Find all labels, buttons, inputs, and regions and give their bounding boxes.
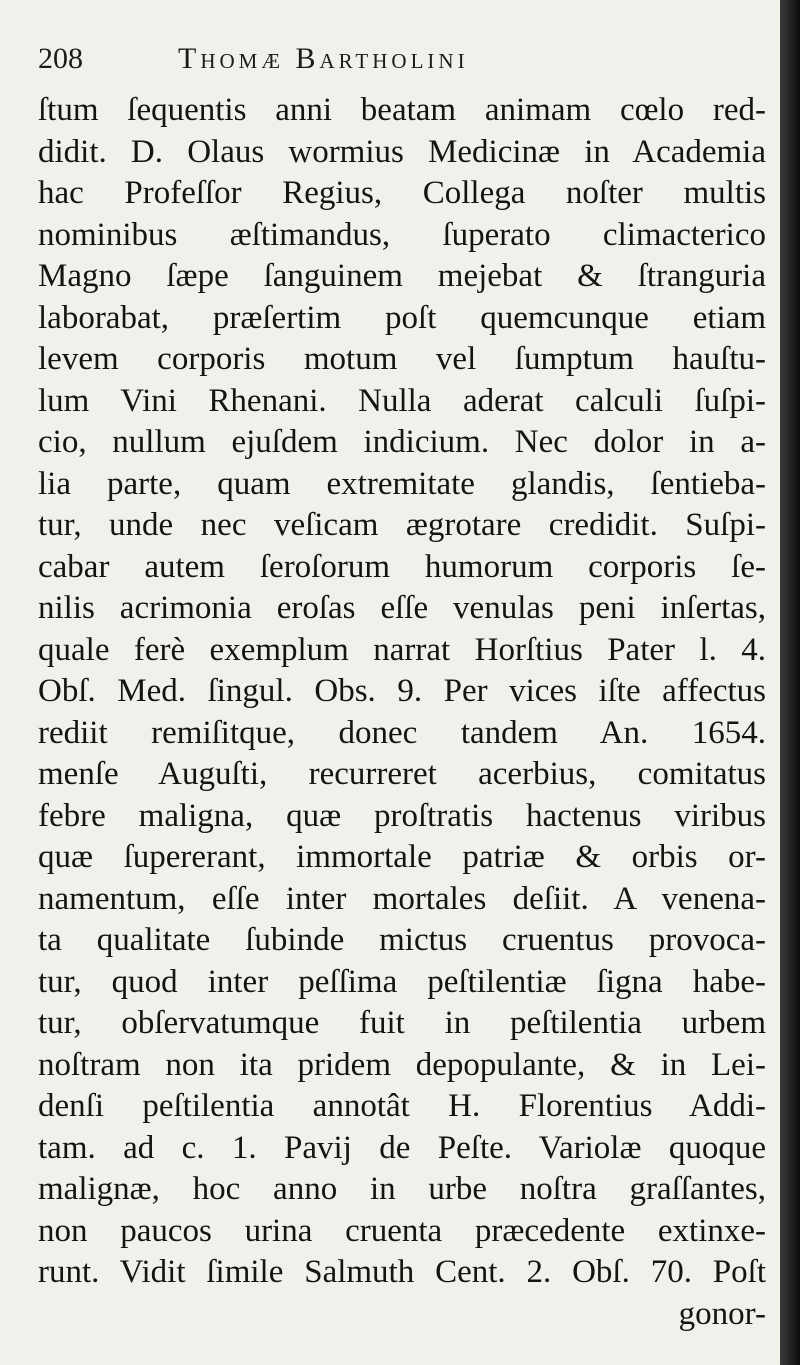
text-line: non paucos urina cruenta præcedente extinxe- <box>38 1212 766 1249</box>
text-line: quale ferè exemplum narrat Horſtius Pater l. 4. <box>38 631 766 668</box>
body-text <box>38 90 766 1335</box>
text-line: cabar autem ſeroſorum humorum corporis ſe- <box>38 548 766 585</box>
text-line: tam. ad c. 1. Pavij de Peſte. Variolæ quoque <box>38 1129 766 1166</box>
text-line: levem corporis motum vel ſumptum hauſtu- <box>38 341 766 377</box>
text-line: laborabat, præſertim poſt quemcunque etiam <box>38 299 766 336</box>
text-line: tur, quod inter peſſima peſtilentiæ ſigna habe- <box>38 963 766 1000</box>
text-line: menſe Auguſti, recurreret acerbius, comitatus <box>38 756 766 792</box>
text-line: denſi peſtilentia annotât H. Florentius Addi- <box>38 1088 766 1124</box>
page-header <box>38 38 738 88</box>
text-line: tur, unde nec veſicam ægrotare credidit. Suſpi- <box>38 507 766 543</box>
text-line: rediit remiſitque, donec tandem An. 1654. <box>38 714 766 751</box>
text-line: tur, obſervatumque fuit in peſtilentia urbem <box>38 1005 766 1041</box>
catchword: gonor- <box>678 1295 766 1332</box>
text-line: namentum, eſſe inter mortales deſiit. A venena- <box>38 880 766 917</box>
text-line: runt. Vidit ſimile Salmuth Cent. 2. Obſ. 70. Poſt <box>38 1254 766 1290</box>
text-line: ſtum ſequentis anni beatam animam cœlo red- <box>38 92 766 128</box>
text-line: Obſ. Med. ſingul. Obs. 9. Per vices iſte affectus <box>38 673 766 709</box>
text-line: febre maligna, quæ proſtratis hactenus viribus <box>38 797 766 834</box>
text-line: hac Profeſſor Regius, Collega noſter multis <box>38 175 766 211</box>
text-line: didit. D. Olaus wormius Medicinæ in Academia <box>38 133 766 170</box>
text-line: lia parte, quam extremitate glandis, ſentieba- <box>38 465 766 502</box>
page-number: 208 <box>38 42 83 75</box>
text-line: cio, nullum ejuſdem indicium. Nec dolor in a- <box>38 424 766 460</box>
text-line: nilis acrimonia eroſas eſſe venulas peni inſertas, <box>38 590 766 626</box>
text-line: ta qualitate ſubinde mictus cruentus provoca- <box>38 922 766 958</box>
text-line: malignæ, hoc anno in urbe noſtra graſſantes, <box>38 1171 766 1207</box>
text-line: noſtram non ita pridem depopulante, & in Lei- <box>38 1046 766 1083</box>
text-line: quæ ſupererant, immortale patriæ & orbis or- <box>38 839 766 875</box>
running-head: Thomæ Bartholini <box>178 42 469 75</box>
text-line: lum Vini Rhenani. Nulla aderat calculi ſuſpi- <box>38 382 766 419</box>
page-edge-shadow <box>780 0 800 1365</box>
text-line: nominibus æſtimandus, ſuperato climacterico <box>38 216 766 253</box>
text-line: Magno ſæpe ſanguinem mejebat & ſtranguria <box>38 258 766 294</box>
